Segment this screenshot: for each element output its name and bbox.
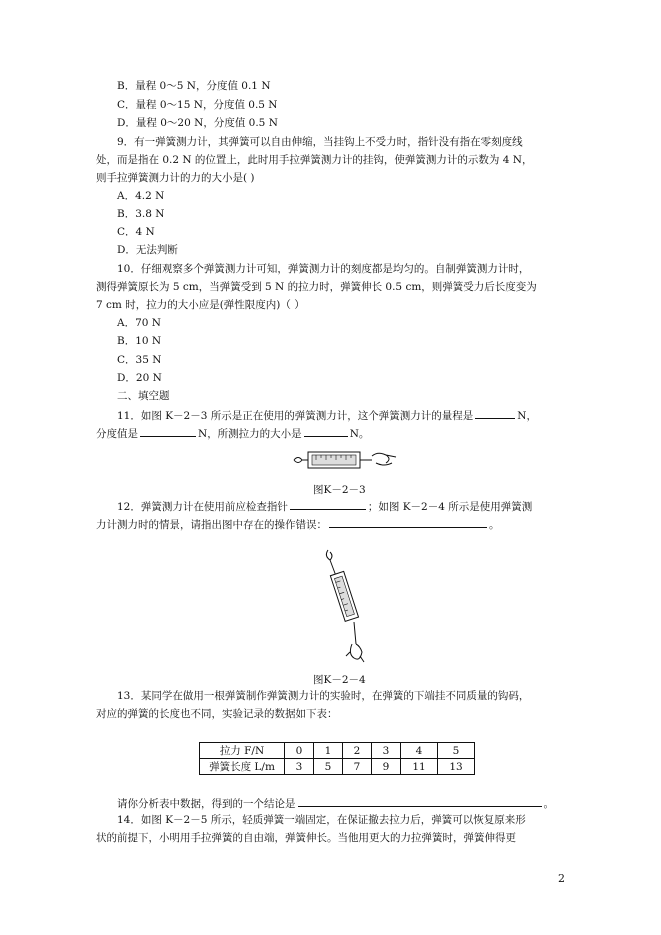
question-13-line2: 对应的弹簧的长度也不同，实验记录的数据如下表：: [96, 708, 338, 720]
table-row: [200, 743, 475, 759]
option-c-10: C．35 N: [117, 354, 162, 366]
question-9-line1: 9．有一弹簧测力计，其弹簧可以自由伸缩，当挂钩上不受力时，指针没有指在零刻度线: [117, 136, 523, 148]
q13c-text-a: 请你分析表中数据，得到的一个结论是: [117, 798, 296, 810]
q11-text-c: 分度值是: [96, 428, 138, 440]
question-13-line1: 13．某同学在做用一根弹簧制作弹簧测力计的实验时，在弹簧的下端挂不同质量的钩码，: [117, 690, 530, 702]
question-9-line3: 则手拉弹簧测力计的力的大小是( ): [96, 172, 255, 184]
table-cell: 5: [314, 759, 343, 775]
q11-text-b: N，: [517, 410, 537, 422]
table-cell: 5: [438, 743, 475, 759]
spring-scale-vertical-figure: [318, 548, 374, 666]
answer-blank[interactable]: [304, 426, 348, 437]
option-b-9: B．3.8 N: [117, 208, 165, 220]
option-a-9: A．4.2 N: [117, 190, 165, 202]
q11-text-a: 11．如图 K－2－3 所示是正在使用的弹簧测力计，这个弹簧测力计的量程是: [117, 410, 474, 422]
question-12-line2: [96, 517, 500, 532]
question-10-line1: 10．仔细观察多个弹簧测力计可知，弹簧测力计的刻度都是均匀的。自制弹簧测力计时，: [117, 263, 530, 275]
option-b-10: B．10 N: [117, 335, 162, 347]
question-13-conclusion: [117, 796, 554, 811]
q12-text-d: 。: [489, 519, 500, 531]
table-cell: 11: [401, 759, 438, 775]
spring-scale-horizontal-figure: [292, 445, 404, 475]
option-d-8: D．量程 0～20 N，分度值 0.5 N: [117, 117, 278, 129]
question-9-line2: 处，而是指在 0.2 N 的位置上，此时用手拉弹簧测力计的挂钩，使弹簧测力计的示数为 4 N，: [96, 154, 533, 166]
section-heading-fill-in: 二、填空题: [117, 390, 170, 402]
question-10-line2: 测得弹簧原长为 5 cm，当弹簧受到 5 N 的拉力时，弹簧伸长 0.5 cm，则弹簧受力后长度变为: [96, 281, 537, 293]
table-cell: 2: [343, 743, 372, 759]
figure-caption-k-2-4: 图K－2－4: [313, 674, 366, 686]
option-d-10: D．20 N: [117, 372, 162, 384]
q12-text-c: 力计测力时的情景，请指出图中存在的操作错误：: [96, 519, 327, 531]
table-header-force: 拉力 F/N: [200, 743, 285, 759]
q11-text-d: N，所测拉力的大小是: [198, 428, 302, 440]
page-number: 2: [558, 872, 565, 885]
table-cell: 1: [314, 743, 343, 759]
data-table: [199, 742, 475, 775]
table-cell: 3: [372, 743, 401, 759]
question-12-line1: [117, 499, 532, 514]
table-cell: 0: [285, 743, 314, 759]
table-cell: 7: [343, 759, 372, 775]
table-cell: 3: [285, 759, 314, 775]
answer-blank[interactable]: [298, 796, 542, 807]
question-14-line2: 状的前提下，小明用手拉弹簧的自由端，弹簧伸长。当他用更大的力拉弹簧时，弹簧伸得更: [96, 832, 516, 844]
option-c-8: C．量程 0～15 N，分度值 0.5 N: [117, 99, 278, 111]
option-a-10: A．70 N: [117, 317, 161, 329]
table-header-length: 弹簧长度 L/m: [200, 759, 285, 775]
question-11-line2: [96, 426, 369, 441]
answer-blank[interactable]: [140, 426, 196, 437]
table-cell: 4: [401, 743, 438, 759]
q12-text-a: 12．弹簧测力计在使用前应检查指针: [117, 501, 288, 513]
q12-text-b: ；如图 K－2－4 所示是使用弹簧测: [367, 501, 533, 513]
question-14-line1: 14．如图 K－2－5 所示，轻质弹簧一端固定，在保证撤去拉力后，弹簧可以恢复原来形: [117, 814, 526, 826]
answer-blank[interactable]: [329, 517, 487, 528]
figure-caption-k-2-3: 图K－2－3: [313, 484, 366, 496]
table-cell: 9: [372, 759, 401, 775]
option-b-8: B．量程 0～5 N，分度值 0.1 N: [117, 80, 271, 92]
option-d-9: D．无法判断: [117, 244, 178, 256]
q13c-text-b: 。: [543, 798, 554, 810]
question-10-line3: 7 cm 时，拉力的大小应是(弹性限度内)（ ）: [96, 299, 305, 311]
q11-text-e: N。: [349, 428, 370, 440]
answer-blank[interactable]: [290, 499, 366, 510]
option-c-9: C．4 N: [117, 226, 155, 238]
table-cell: 13: [438, 759, 475, 775]
table-row: [200, 759, 475, 775]
answer-blank[interactable]: [475, 408, 515, 419]
question-11-line1: [117, 408, 537, 423]
